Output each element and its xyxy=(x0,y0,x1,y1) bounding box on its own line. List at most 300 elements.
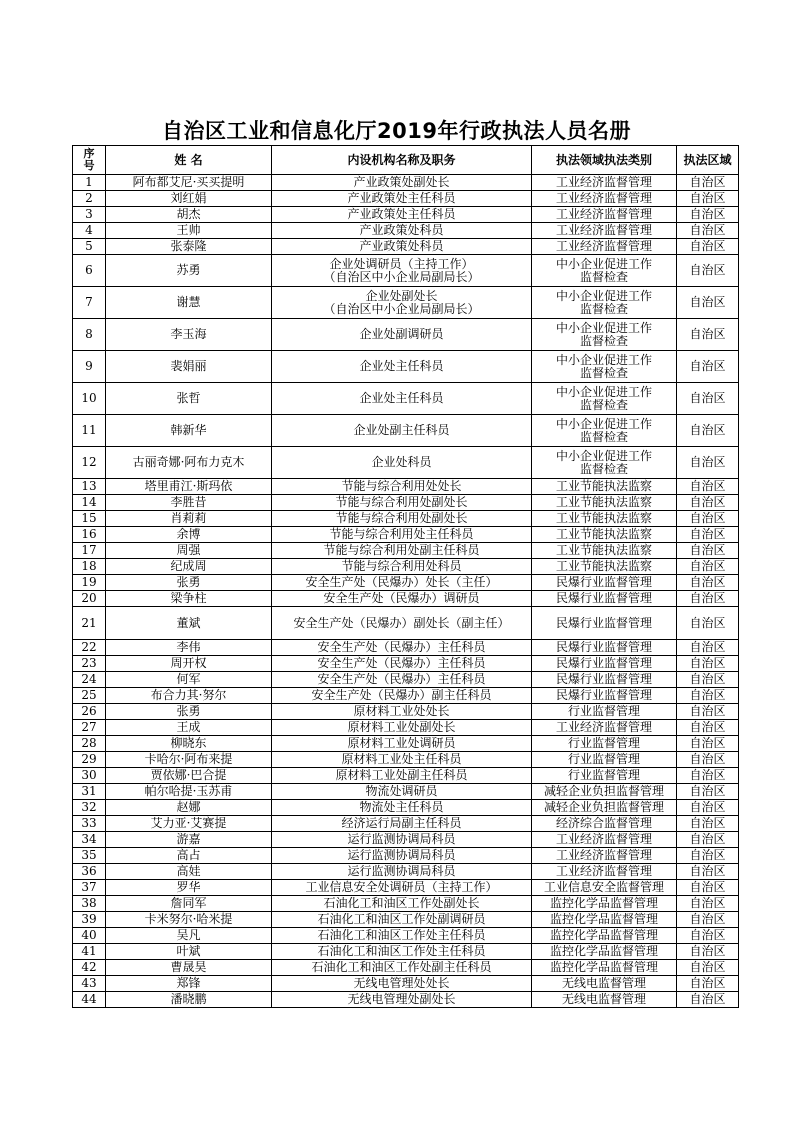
row-field-line: 监督检查 xyxy=(579,461,628,476)
row-dept-cell xyxy=(272,688,532,704)
row-field-cell xyxy=(532,784,677,800)
row-seq-cell: 37 xyxy=(73,880,106,896)
table-row xyxy=(73,832,739,848)
row-seq-cell: 44 xyxy=(73,992,106,1008)
row-field-cell xyxy=(532,527,677,543)
row-field-line: 监控化学品监督管理 xyxy=(549,944,658,958)
row-dept-cell xyxy=(272,591,532,607)
row-dept-cell xyxy=(272,351,532,383)
row-dept-line: 安全生产处（民爆办）调研员 xyxy=(323,591,480,605)
row-dept-cell xyxy=(272,784,532,800)
row-field-line: 工业节能执法监察 xyxy=(555,559,652,573)
row-field-cell xyxy=(532,688,677,704)
row-name-cell: 叶斌 xyxy=(106,944,272,960)
row-dept-cell xyxy=(272,511,532,527)
row-dept-cell xyxy=(272,960,532,976)
row-name-cell: 阿布都艾尼·买买提明 xyxy=(106,175,272,191)
row-field-line: 中小企业促进工作 xyxy=(555,352,652,367)
row-dept-line: 节能与综合利用处处长 xyxy=(341,479,462,493)
row-region-cell: 自治区 xyxy=(677,704,739,720)
row-name-cell: 王成 xyxy=(106,720,272,736)
row-dept-cell xyxy=(272,479,532,495)
row-dept-line: 产业政策处副处长 xyxy=(353,175,450,189)
row-field-line: 监督检查 xyxy=(579,429,628,444)
row-seq-cell: 17 xyxy=(73,543,106,559)
row-region-cell: 自治区 xyxy=(677,287,739,319)
table-row xyxy=(73,640,739,656)
row-region-cell: 自治区 xyxy=(677,768,739,784)
table-row xyxy=(73,976,739,992)
table-row xyxy=(73,672,739,688)
row-field-line: 中小企业促进工作 xyxy=(555,256,652,271)
row-region-cell: 自治区 xyxy=(677,880,739,896)
table-row xyxy=(73,575,739,591)
row-field-line: 监督检查 xyxy=(579,333,628,348)
row-name-cell: 高占 xyxy=(106,848,272,864)
row-field-line: 工业经济监督管理 xyxy=(555,848,652,862)
row-field-line: 民爆行业监督管理 xyxy=(555,615,652,630)
row-name-cell: 艾力亚·艾赛提 xyxy=(106,816,272,832)
row-field-cell xyxy=(532,255,677,287)
row-field-line: 工业经济监督管理 xyxy=(555,191,652,205)
table-row xyxy=(73,960,739,976)
row-field-line: 中小企业促进工作 xyxy=(555,320,652,335)
row-field-line: 监督检查 xyxy=(579,269,628,284)
row-region-cell: 自治区 xyxy=(677,239,739,255)
document-title: 自治区工业和信息化厅2019年行政执法人员名册 xyxy=(162,119,631,143)
row-region-cell: 自治区 xyxy=(677,351,739,383)
row-dept-cell xyxy=(272,640,532,656)
row-seq-cell: 9 xyxy=(73,351,106,383)
row-dept-line: 原材料工业处处长 xyxy=(353,704,450,718)
row-region-cell: 自治区 xyxy=(677,415,739,447)
row-name-cell: 贾依娜·巴合提 xyxy=(106,768,272,784)
table-row xyxy=(73,992,739,1008)
row-region-cell: 自治区 xyxy=(677,640,739,656)
row-region-cell: 自治区 xyxy=(677,912,739,928)
row-field-cell xyxy=(532,447,677,479)
row-field-line: 中小企业促进工作 xyxy=(555,384,652,399)
row-field-line: 监督检查 xyxy=(579,301,628,316)
row-region-cell: 自治区 xyxy=(677,207,739,223)
row-field-cell xyxy=(532,768,677,784)
table-row xyxy=(73,319,739,351)
row-dept-line: 石油化工和油区工作处主任科员 xyxy=(317,944,486,958)
row-seq-cell: 20 xyxy=(73,591,106,607)
row-seq-cell: 41 xyxy=(73,944,106,960)
row-field-line: 监督检查 xyxy=(579,365,628,380)
row-seq-cell: 30 xyxy=(73,768,106,784)
table-row xyxy=(73,351,739,383)
row-dept-line: 企业处副主任科员 xyxy=(353,423,450,437)
table-row xyxy=(73,479,739,495)
row-field-cell xyxy=(532,656,677,672)
row-region-cell: 自治区 xyxy=(677,255,739,287)
row-region-cell: 自治区 xyxy=(677,832,739,848)
row-field-cell xyxy=(532,672,677,688)
row-name-cell: 余博 xyxy=(106,527,272,543)
row-dept-line: 石油化工和油区工作处副调研员 xyxy=(317,912,486,926)
row-field-line: 监督检查 xyxy=(579,397,628,412)
row-field-line: 监控化学品监督管理 xyxy=(549,928,658,942)
header-name: 姓 名 xyxy=(106,146,272,175)
row-region-cell: 自治区 xyxy=(677,944,739,960)
row-name-cell: 王帅 xyxy=(106,223,272,239)
row-seq-cell: 11 xyxy=(73,415,106,447)
row-region-cell: 自治区 xyxy=(677,607,739,640)
row-field-line: 中小企业促进工作 xyxy=(555,448,652,463)
header-seq-line1: 序 xyxy=(83,147,95,160)
table-row xyxy=(73,223,739,239)
row-region-cell: 自治区 xyxy=(677,479,739,495)
row-dept-line: 产业政策处科员 xyxy=(359,223,444,237)
row-dept-line: 无线电管理处副处长 xyxy=(347,992,456,1006)
row-region-cell: 自治区 xyxy=(677,527,739,543)
row-dept-cell xyxy=(272,447,532,479)
row-name-cell: 卡哈尔·阿布来提 xyxy=(106,752,272,768)
table-row xyxy=(73,383,739,415)
table-row xyxy=(73,752,739,768)
row-dept-line: 节能与综合利用处副主任科员 xyxy=(323,543,480,557)
row-field-line: 无线电监督管理 xyxy=(561,992,646,1006)
row-dept-cell xyxy=(272,175,532,191)
header-dept: 内设机构名称及职务 xyxy=(272,146,532,175)
row-seq-cell: 32 xyxy=(73,800,106,816)
row-dept-line: 安全生产处（民爆办）主任科员 xyxy=(317,656,486,670)
row-seq-cell: 22 xyxy=(73,640,106,656)
row-field-cell xyxy=(532,543,677,559)
table-row xyxy=(73,944,739,960)
row-field-cell xyxy=(532,816,677,832)
row-field-cell xyxy=(532,992,677,1008)
row-field-cell xyxy=(532,591,677,607)
row-field-cell xyxy=(532,319,677,351)
row-seq-cell: 42 xyxy=(73,960,106,976)
row-field-cell xyxy=(532,800,677,816)
row-field-line: 监控化学品监督管理 xyxy=(549,960,658,974)
row-region-cell: 自治区 xyxy=(677,736,739,752)
row-seq-cell: 34 xyxy=(73,832,106,848)
header-seq xyxy=(73,146,106,175)
row-seq-cell: 2 xyxy=(73,191,106,207)
row-dept-cell xyxy=(272,848,532,864)
row-dept-line: 安全生产处（民爆办）处长（主任） xyxy=(305,575,498,589)
row-field-line: 减轻企业负担监督管理 xyxy=(543,800,664,814)
row-field-cell xyxy=(532,287,677,319)
row-dept-line: 原材料工业处调研员 xyxy=(347,736,456,750)
row-name-cell: 潘晓鹏 xyxy=(106,992,272,1008)
row-name-cell: 张哲 xyxy=(106,383,272,415)
row-dept-line: 节能与综合利用处科员 xyxy=(341,559,462,573)
row-field-line: 民爆行业监督管理 xyxy=(555,575,652,589)
row-dept-line: 物流处主任科员 xyxy=(359,800,444,814)
row-name-cell: 卡米努尔·哈米提 xyxy=(106,912,272,928)
row-dept-cell xyxy=(272,720,532,736)
row-seq-cell: 29 xyxy=(73,752,106,768)
row-region-cell: 自治区 xyxy=(677,495,739,511)
row-field-line: 行业监督管理 xyxy=(567,704,640,718)
header-region: 执法区域 xyxy=(677,146,739,175)
row-name-cell: 郑锋 xyxy=(106,976,272,992)
row-field-line: 工业节能执法监察 xyxy=(555,527,652,541)
row-name-cell: 高娃 xyxy=(106,864,272,880)
row-seq-cell: 5 xyxy=(73,239,106,255)
row-field-cell xyxy=(532,960,677,976)
row-field-cell xyxy=(532,175,677,191)
row-field-line: 工业经济监督管理 xyxy=(555,207,652,221)
row-seq-cell: 40 xyxy=(73,928,106,944)
row-field-cell xyxy=(532,351,677,383)
table-row xyxy=(73,848,739,864)
row-dept-cell xyxy=(272,992,532,1008)
row-dept-line: 石油化工和油区工作处副处长 xyxy=(323,896,480,910)
row-seq-cell: 43 xyxy=(73,976,106,992)
row-seq-cell: 12 xyxy=(73,447,106,479)
row-field-cell xyxy=(532,864,677,880)
row-field-cell xyxy=(532,223,677,239)
row-field-cell xyxy=(532,207,677,223)
row-field-line: 无线电监督管理 xyxy=(561,976,646,990)
table-row xyxy=(73,704,739,720)
table-row xyxy=(73,511,739,527)
row-dept-line: （自治区中小企业局副局长） xyxy=(323,301,480,316)
row-seq-cell: 25 xyxy=(73,688,106,704)
row-field-cell xyxy=(532,896,677,912)
row-dept-line: 企业处调研员（主持工作） xyxy=(329,256,474,271)
row-field-line: 经济综合监督管理 xyxy=(555,816,652,830)
row-seq-cell: 1 xyxy=(73,175,106,191)
row-seq-cell: 16 xyxy=(73,527,106,543)
row-field-cell xyxy=(532,848,677,864)
row-dept-cell xyxy=(272,864,532,880)
row-dept-cell xyxy=(272,607,532,640)
table-row xyxy=(73,239,739,255)
header-seq-line2: 号 xyxy=(83,159,95,172)
row-name-cell: 塔里甫江·斯玛依 xyxy=(106,479,272,495)
row-region-cell: 自治区 xyxy=(677,543,739,559)
row-dept-line: 安全生产处（民爆办）主任科员 xyxy=(317,640,486,654)
row-field-cell xyxy=(532,559,677,575)
row-dept-cell xyxy=(272,704,532,720)
row-field-cell xyxy=(532,928,677,944)
table-row xyxy=(73,207,739,223)
row-seq-cell: 7 xyxy=(73,287,106,319)
row-dept-line: 企业处主任科员 xyxy=(359,359,444,373)
row-region-cell: 自治区 xyxy=(677,511,739,527)
row-seq-cell: 3 xyxy=(73,207,106,223)
row-name-cell: 李伟 xyxy=(106,640,272,656)
row-region-cell: 自治区 xyxy=(677,976,739,992)
row-region-cell: 自治区 xyxy=(677,752,739,768)
row-seq-cell: 27 xyxy=(73,720,106,736)
table-row xyxy=(73,175,739,191)
row-name-cell: 赵娜 xyxy=(106,800,272,816)
row-seq-cell: 19 xyxy=(73,575,106,591)
row-dept-cell xyxy=(272,543,532,559)
row-dept-cell xyxy=(272,880,532,896)
row-field-cell xyxy=(532,976,677,992)
row-field-line: 监控化学品监督管理 xyxy=(549,896,658,910)
row-dept-cell xyxy=(272,976,532,992)
row-field-cell xyxy=(532,239,677,255)
row-field-cell xyxy=(532,495,677,511)
row-dept-cell xyxy=(272,768,532,784)
row-dept-line: 安全生产处（民爆办）副主任科员 xyxy=(311,688,492,702)
row-dept-line: 企业处主任科员 xyxy=(359,391,444,405)
row-dept-line: 物流处调研员 xyxy=(365,784,438,798)
row-dept-cell xyxy=(272,896,532,912)
table-row xyxy=(73,928,739,944)
row-name-cell: 韩新华 xyxy=(106,415,272,447)
row-dept-cell xyxy=(272,672,532,688)
row-dept-line: （自治区中小企业局副局长） xyxy=(323,269,480,284)
row-field-cell xyxy=(532,191,677,207)
row-seq-cell: 38 xyxy=(73,896,106,912)
row-name-cell: 纪成周 xyxy=(106,559,272,575)
row-field-line: 工业经济监督管理 xyxy=(555,175,652,189)
header-field: 执法领域执法类别 xyxy=(532,146,677,175)
row-dept-cell xyxy=(272,191,532,207)
row-dept-cell xyxy=(272,944,532,960)
row-field-line: 工业节能执法监察 xyxy=(555,495,652,509)
row-seq-cell: 4 xyxy=(73,223,106,239)
row-seq-cell: 6 xyxy=(73,255,106,287)
row-region-cell: 自治区 xyxy=(677,720,739,736)
row-field-cell xyxy=(532,880,677,896)
row-field-line: 行业监督管理 xyxy=(567,736,640,750)
row-dept-line: 产业政策处主任科员 xyxy=(347,191,456,205)
row-region-cell: 自治区 xyxy=(677,591,739,607)
row-name-cell: 布合力其·努尔 xyxy=(106,688,272,704)
row-name-cell: 柳晓东 xyxy=(106,736,272,752)
table-row xyxy=(73,864,739,880)
row-region-cell: 自治区 xyxy=(677,383,739,415)
row-name-cell: 罗华 xyxy=(106,880,272,896)
row-name-cell: 周强 xyxy=(106,543,272,559)
row-region-cell: 自治区 xyxy=(677,848,739,864)
row-dept-line: 石油化工和油区工作处副主任科员 xyxy=(311,960,492,974)
row-field-line: 监控化学品监督管理 xyxy=(549,912,658,926)
row-region-cell: 自治区 xyxy=(677,992,739,1008)
row-region-cell: 自治区 xyxy=(677,960,739,976)
row-field-cell xyxy=(532,832,677,848)
row-field-line: 中小企业促进工作 xyxy=(555,288,652,303)
row-name-cell: 曹晟昊 xyxy=(106,960,272,976)
row-seq-cell: 33 xyxy=(73,816,106,832)
row-name-cell: 古丽奇娜·阿布力克木 xyxy=(106,447,272,479)
table-row xyxy=(73,543,739,559)
row-seq-cell: 13 xyxy=(73,479,106,495)
row-field-cell xyxy=(532,575,677,591)
row-name-cell: 裴娟丽 xyxy=(106,351,272,383)
row-dept-line: 工业信息安全处调研员（主持工作） xyxy=(305,880,498,894)
header-row xyxy=(73,146,739,175)
row-field-line: 工业节能执法监察 xyxy=(555,511,652,525)
row-region-cell: 自治区 xyxy=(677,928,739,944)
row-dept-cell xyxy=(272,239,532,255)
table-row xyxy=(73,768,739,784)
row-region-cell: 自治区 xyxy=(677,575,739,591)
row-seq-cell: 39 xyxy=(73,912,106,928)
row-field-line: 工业经济监督管理 xyxy=(555,223,652,237)
row-seq-cell: 31 xyxy=(73,784,106,800)
row-field-line: 中小企业促进工作 xyxy=(555,416,652,431)
row-dept-line: 运行监测协调局科员 xyxy=(347,832,456,846)
table-row xyxy=(73,559,739,575)
row-dept-cell xyxy=(272,415,532,447)
row-dept-line: 产业政策处科员 xyxy=(359,239,444,253)
row-name-cell: 梁争柱 xyxy=(106,591,272,607)
table-row xyxy=(73,656,739,672)
table-row xyxy=(73,255,739,287)
row-name-cell: 詹同军 xyxy=(106,896,272,912)
row-field-cell xyxy=(532,720,677,736)
row-field-line: 工业节能执法监察 xyxy=(555,543,652,557)
row-region-cell: 自治区 xyxy=(677,816,739,832)
row-field-cell xyxy=(532,752,677,768)
row-region-cell: 自治区 xyxy=(677,864,739,880)
row-name-cell: 李玉海 xyxy=(106,319,272,351)
row-dept-cell xyxy=(272,832,532,848)
row-name-cell: 张勇 xyxy=(106,575,272,591)
row-region-cell: 自治区 xyxy=(677,784,739,800)
row-dept-cell xyxy=(272,223,532,239)
row-field-cell xyxy=(532,912,677,928)
row-field-cell xyxy=(532,704,677,720)
row-dept-line: 原材料工业处主任科员 xyxy=(341,752,462,766)
row-dept-cell xyxy=(272,495,532,511)
table-row xyxy=(73,607,739,640)
row-dept-line: 安全生产处（民爆办）主任科员 xyxy=(317,672,486,686)
table-row xyxy=(73,912,739,928)
row-field-line: 行业监督管理 xyxy=(567,768,640,782)
row-seq-cell: 36 xyxy=(73,864,106,880)
row-dept-line: 石油化工和油区工作处主任科员 xyxy=(317,928,486,942)
row-dept-line: 企业处副处长 xyxy=(365,288,438,303)
row-region-cell: 自治区 xyxy=(677,223,739,239)
row-dept-line: 原材料工业处副主任科员 xyxy=(335,768,468,782)
row-seq-cell: 26 xyxy=(73,704,106,720)
table-body xyxy=(73,175,739,1008)
row-dept-line: 原材料工业处副处长 xyxy=(347,720,456,734)
row-dept-line: 节能与综合利用处主任科员 xyxy=(329,527,474,541)
row-dept-line: 节能与综合利用处副处长 xyxy=(335,511,468,525)
row-region-cell: 自治区 xyxy=(677,672,739,688)
row-name-cell: 游嘉 xyxy=(106,832,272,848)
row-seq-cell: 23 xyxy=(73,656,106,672)
row-seq-cell: 15 xyxy=(73,511,106,527)
personnel-table xyxy=(72,145,739,1008)
row-dept-cell xyxy=(272,752,532,768)
row-field-cell xyxy=(532,415,677,447)
table-row xyxy=(73,736,739,752)
row-dept-cell xyxy=(272,207,532,223)
row-field-cell xyxy=(532,511,677,527)
row-region-cell: 自治区 xyxy=(677,175,739,191)
row-dept-line: 产业政策处主任科员 xyxy=(347,207,456,221)
row-name-cell: 李胜昔 xyxy=(106,495,272,511)
row-field-line: 工业信息安全监督管理 xyxy=(543,880,664,894)
row-seq-cell: 28 xyxy=(73,736,106,752)
row-dept-cell xyxy=(272,816,532,832)
row-dept-line: 企业处科员 xyxy=(371,455,432,469)
row-dept-line: 经济运行局副主任科员 xyxy=(341,816,462,830)
row-name-cell: 张勇 xyxy=(106,704,272,720)
row-field-line: 民爆行业监督管理 xyxy=(555,672,652,686)
row-dept-line: 企业处副调研员 xyxy=(359,327,444,341)
row-dept-cell xyxy=(272,319,532,351)
row-seq-cell: 18 xyxy=(73,559,106,575)
